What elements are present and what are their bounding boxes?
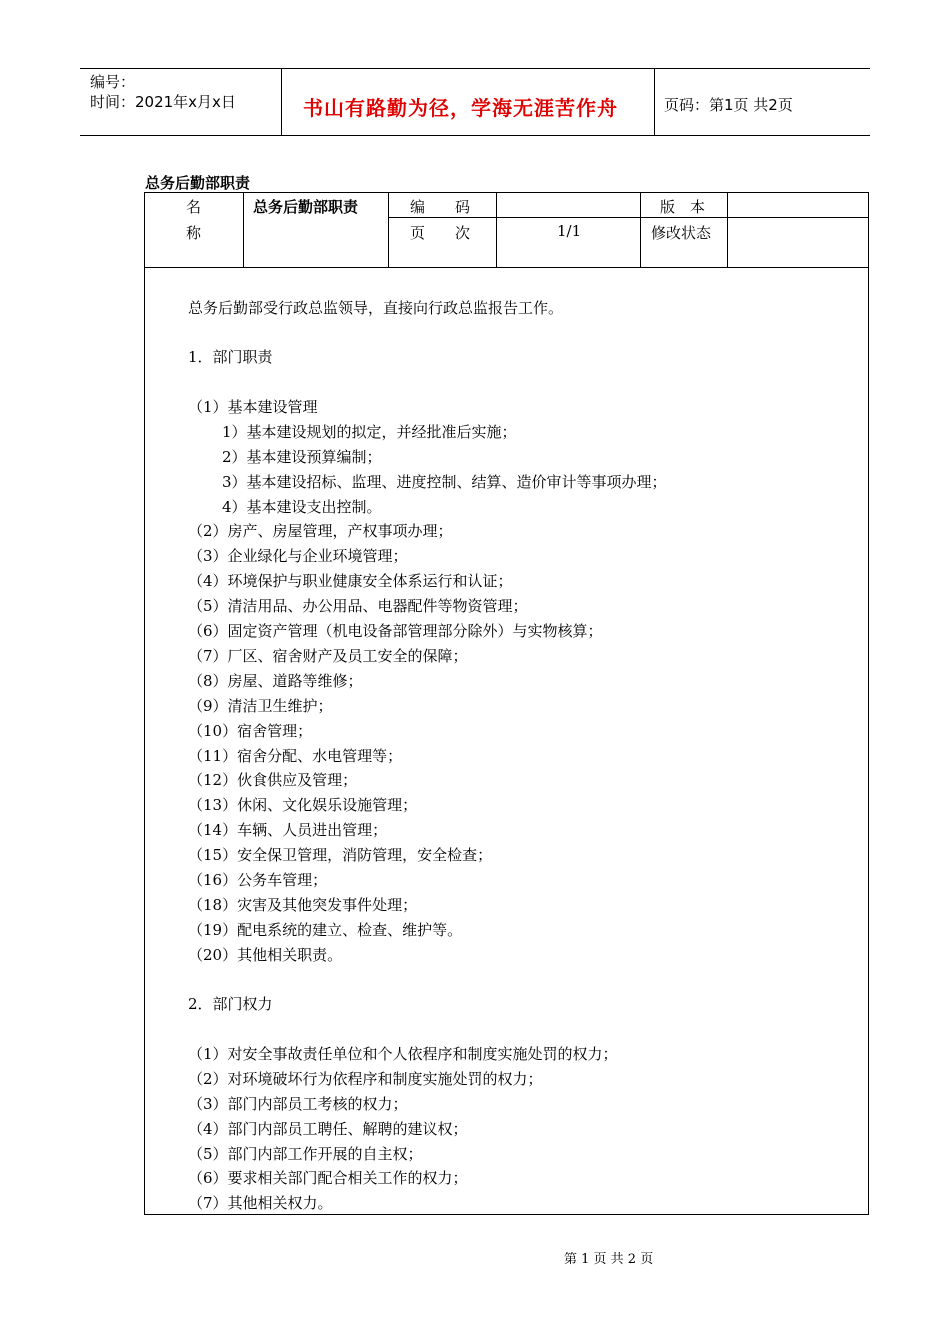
- header-top-rule: [80, 68, 870, 69]
- list-item: （2）房产、房屋管理，产权事项办理；: [188, 522, 453, 540]
- list-item: （19）配电系统的建立、检查、维护等。: [188, 921, 463, 939]
- list-item: （3）部门内部员工考核的权力；: [188, 1095, 408, 1113]
- list-item: （13）休闲、文化娱乐设施管理；: [188, 796, 418, 814]
- header-motto: 书山有路勤为径，学海无涯苦作舟: [303, 96, 618, 120]
- list-item: （1）基本建设管理: [188, 398, 318, 416]
- list-item: （6）要求相关部门配合相关工作的权力；: [188, 1169, 468, 1187]
- table-col-2: [388, 192, 389, 268]
- list-item: （10）宿舍管理；: [188, 722, 313, 740]
- header-divider-left: [281, 68, 282, 136]
- list-item: （5）部门内部工作开展的自主权；: [188, 1145, 423, 1163]
- header-number-label: 编号：: [90, 73, 136, 91]
- table-rule-left: [144, 192, 145, 1215]
- table-rule-top: [144, 192, 869, 193]
- list-item: （15）安全保卫管理，消防管理，安全检查；: [188, 846, 493, 864]
- table-rule-mid: [388, 217, 869, 218]
- list-item: （7）厂区、宿舍财产及员工安全的保障；: [188, 647, 468, 665]
- table-rule-right: [868, 192, 869, 1215]
- list-item: （12）伙食供应及管理；: [188, 771, 358, 789]
- list-item: 3）基本建设招标、监理、进度控制、结算、造价审计等事项办理；: [222, 473, 667, 491]
- list-item: （16）公务车管理；: [188, 871, 328, 889]
- list-item: （7）其他相关权力。: [188, 1194, 333, 1212]
- list-item: （1）对安全事故责任单位和个人依程序和制度实施处罚的权力；: [188, 1045, 618, 1063]
- list-item: （11）宿舍分配、水电管理等；: [188, 747, 403, 765]
- list-item: （5）清洁用品、办公用品、电器配件等物资管理；: [188, 597, 528, 615]
- table-col-5: [727, 192, 728, 268]
- header-bottom-rule: [80, 135, 870, 136]
- list-item: （20）其他相关职责。: [188, 946, 343, 964]
- list-item: （3）企业绿化与企业环境管理；: [188, 547, 408, 565]
- page-count-label: 页 次: [410, 224, 471, 242]
- document-title: 总务后勤部职责: [145, 174, 251, 192]
- revision-label: 修改状态: [651, 224, 712, 242]
- list-item: （9）清洁卫生维护；: [188, 697, 333, 715]
- code-label: 编 码: [410, 198, 471, 216]
- name-label-bottom: 称: [186, 224, 202, 242]
- section1-title: 1．部门职责: [188, 348, 273, 366]
- page-count-value: 1/1: [557, 222, 582, 240]
- header-time-label: 时间：2021年x月x日: [90, 93, 236, 111]
- section2-title: 2．部门权力: [188, 995, 273, 1013]
- list-item: 4）基本建设支出控制。: [222, 498, 382, 516]
- header-divider-right: [654, 68, 655, 136]
- table-col-4: [640, 192, 641, 268]
- list-item: （6）固定资产管理（机电设备部管理部分除外）与实物核算；: [188, 622, 603, 640]
- intro-paragraph: 总务后勤部受行政总监领导，直接向行政总监报告工作。: [188, 299, 564, 317]
- list-item: （4）部门内部员工聘任、解聘的建议权；: [188, 1120, 468, 1138]
- list-item: （18）灾害及其他突发事件处理；: [188, 896, 418, 914]
- content-box-bottom: [144, 1214, 869, 1215]
- list-item: 1）基本建设规划的拟定，并经批准后实施；: [222, 423, 517, 441]
- list-item: 2）基本建设预算编制；: [222, 448, 382, 466]
- table-col-1: [243, 192, 244, 268]
- table-rule-bottom: [144, 267, 869, 268]
- header-page-label: 页码：第1页 共2页: [664, 96, 793, 114]
- list-item: （8）房屋、道路等维修；: [188, 672, 363, 690]
- list-item: （4）环境保护与职业健康安全体系运行和认证；: [188, 572, 513, 590]
- name-value: 总务后勤部职责: [253, 198, 359, 216]
- name-label-top: 名: [186, 198, 202, 216]
- version-label: 版 本: [660, 198, 706, 216]
- table-col-3: [496, 192, 497, 268]
- list-item: （2）对环境破坏行为依程序和制度实施处罚的权力；: [188, 1070, 543, 1088]
- list-item: （14）车辆、人员进出管理；: [188, 821, 388, 839]
- footer-page-number: 第 1 页 共 2 页: [564, 1252, 654, 1267]
